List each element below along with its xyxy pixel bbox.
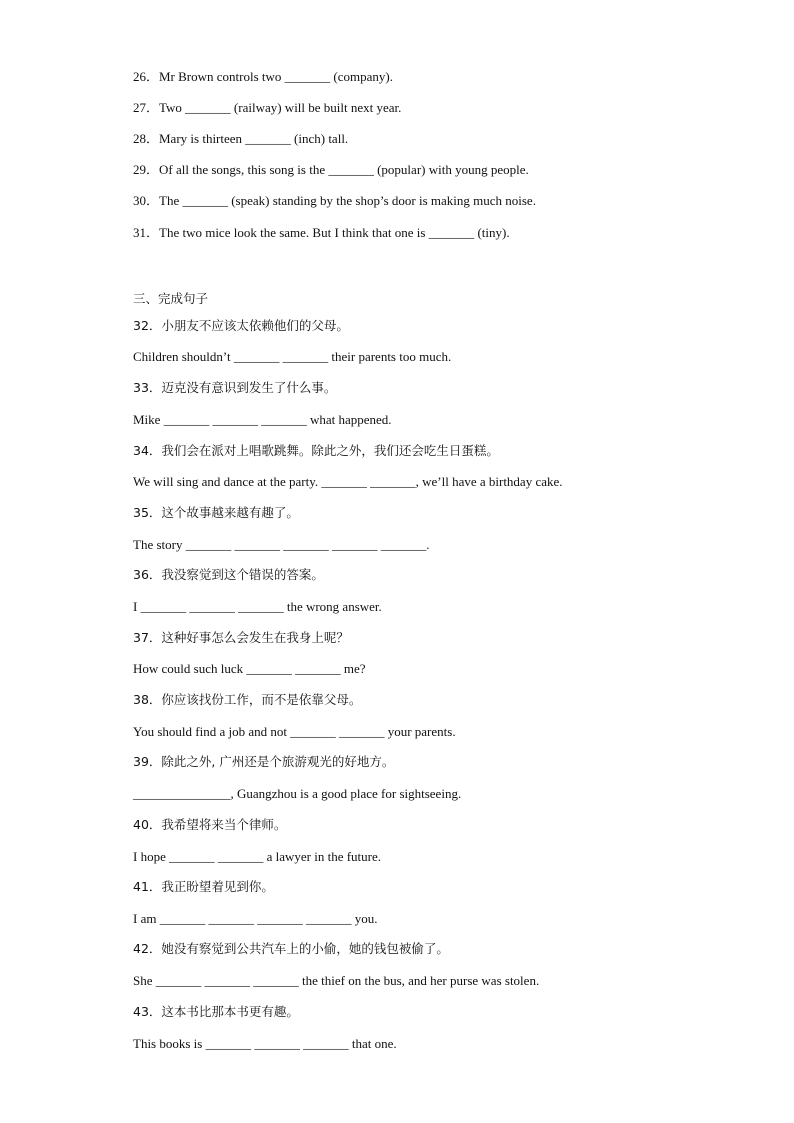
question-43-chinese: 43．这本书比那本书更有趣。 (133, 1004, 299, 1019)
question-41-chinese: 41．我正盼望着见到你。 (133, 879, 274, 894)
question-39-chinese: 39．除此之外, 广州还是个旅游观光的好地方。 (133, 754, 395, 769)
question-27: 27．Two _______ (railway) will be built next year. (133, 100, 402, 115)
question-40-english: I hope _______ _______ a lawyer in the future. (133, 849, 382, 864)
question-32-chinese: 32．小朋友不应该太依赖他们的父母。 (133, 318, 349, 333)
question-37-chinese: 37．这种好事怎么会发生在我身上呢？ (133, 630, 349, 645)
section-3-title: 三、完成句子 (133, 291, 209, 306)
question-36-chinese: 36．我没察觉到这个错误的答案。 (133, 567, 324, 582)
question-26: 26．Mr Brown controls two _______ (company). (133, 69, 393, 84)
question-42-chinese: 42．她没有察觉到公共汽车上的小偷，她的钱包被偷了。 (133, 941, 449, 956)
question-43-english: This books is _______ _______ _______ that one. (133, 1036, 397, 1051)
question-38-english: You should find a job and not _______ _______ your parents. (133, 724, 456, 739)
question-34-chinese: 34．我们会在派对上唱歌跳舞。除此之外，我们还会吃生日蛋糕。 (133, 443, 499, 458)
question-35-chinese: 35．这个故事越来越有趣了。 (133, 505, 299, 520)
question-30: 30．The _______ (speak) standing by the shop’s door is making much noise. (133, 193, 536, 208)
question-33-chinese: 33．迈克没有意识到发生了什么事。 (133, 380, 337, 395)
question-31: 31．The two mice look the same. But I think that one is _______ (tiny). (133, 225, 510, 240)
question-38-chinese: 38．你应该找份工作，而不是依靠父母。 (133, 692, 362, 707)
question-39-english: _______________, Guangzhou is a good place for sightseeing. (133, 786, 462, 801)
question-40-chinese: 40．我希望将来当个律师。 (133, 817, 287, 832)
question-35-english: The story _______ _______ _______ _______ _______. (133, 537, 430, 552)
question-34-english: We will sing and dance at the party. _______ _______, we’ll have a birthday cake. (133, 474, 563, 489)
question-32-english: Children shouldn’t _______ _______ their parents too much. (133, 349, 452, 364)
question-29: 29．Of all the songs, this song is the _______ (popular) with young people. (133, 162, 529, 177)
question-37-english: How could such luck _______ _______ me? (133, 661, 366, 676)
question-28: 28．Mary is thirteen _______ (inch) tall. (133, 131, 349, 146)
question-42-english: She _______ _______ _______ the thief on the bus, and her purse was stolen. (133, 973, 540, 988)
question-41-english: I am _______ _______ _______ _______ you. (133, 911, 378, 926)
question-33-english: Mike _______ _______ _______ what happened. (133, 412, 392, 427)
question-36-english: I _______ _______ _______ the wrong answer. (133, 599, 382, 614)
